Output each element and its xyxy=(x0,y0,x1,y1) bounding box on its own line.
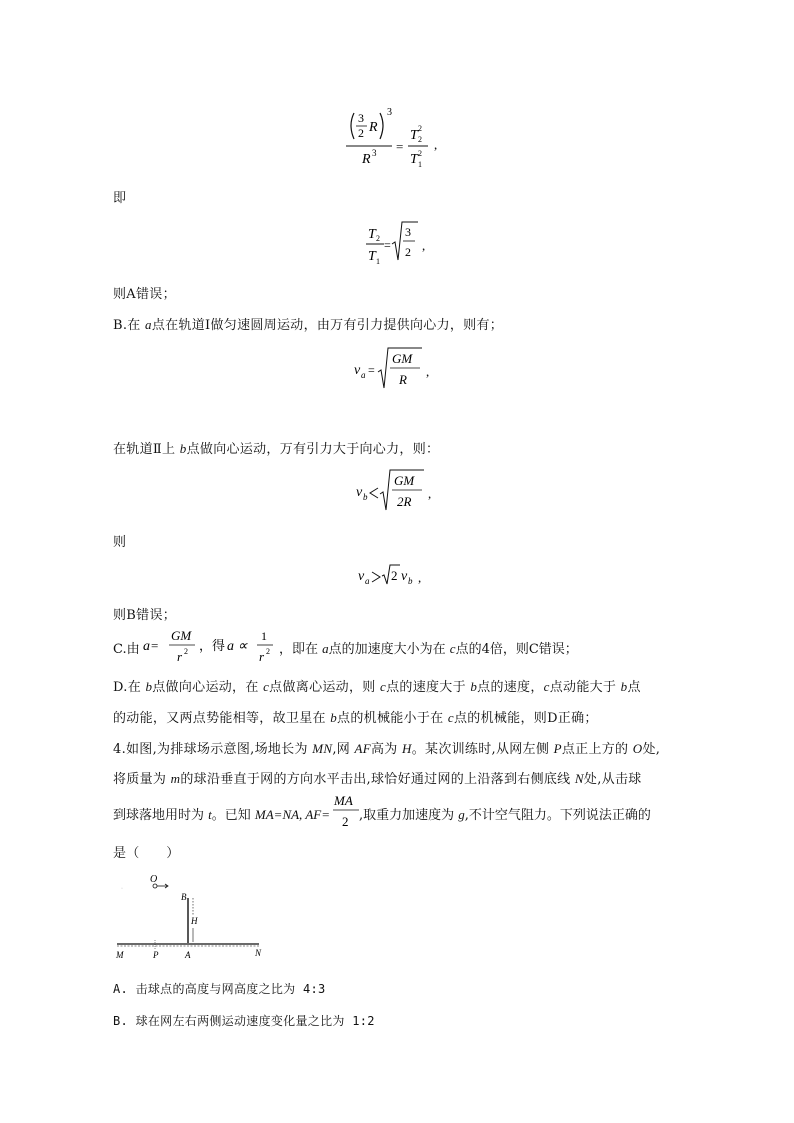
svg-text:R: R xyxy=(369,120,378,135)
svg-text:a: a xyxy=(365,576,370,586)
text-b-wrong: 则B错误； xyxy=(113,608,177,623)
svg-text:,: , xyxy=(426,364,430,379)
svg-text:N: N xyxy=(255,948,262,958)
svg-text:a: a xyxy=(143,639,150,654)
equation-vb xyxy=(354,466,444,516)
text-b-intro: B.在 a点在轨道Ⅰ做匀速圆周运动，由万有引力提供向心力，则有； xyxy=(113,317,504,333)
svg-text:GM: GM xyxy=(171,628,192,643)
svg-text:GM: GM xyxy=(394,473,415,488)
svg-text:2: 2 xyxy=(342,814,349,829)
text-ji: 即 xyxy=(113,191,127,206)
svg-text:=: = xyxy=(396,139,404,154)
equation-period-ratio xyxy=(362,218,442,268)
equation-va-vb xyxy=(356,562,446,592)
svg-text:T: T xyxy=(368,227,376,242)
svg-text:3: 3 xyxy=(387,107,392,118)
svg-text:3: 3 xyxy=(358,111,364,125)
svg-text:,: , xyxy=(428,486,432,501)
text-d-line1: D.在 b点做向心运动，在 c点做离心运动，则 c点的速度大于 b点的速度，c点动能大于 b点 xyxy=(113,679,641,695)
svg-text:，得: ，得 xyxy=(199,638,226,653)
svg-text:2: 2 xyxy=(405,245,411,259)
option-a: A. 击球点的高度与网高度之比为 4:3 xyxy=(113,982,326,996)
svg-text:r: r xyxy=(177,649,183,664)
svg-text:a: a xyxy=(361,370,366,380)
svg-text:2: 2 xyxy=(418,149,422,158)
svg-text:3: 3 xyxy=(405,225,411,239)
svg-text:1: 1 xyxy=(261,629,267,643)
svg-text:r: r xyxy=(259,649,265,664)
svg-text:T: T xyxy=(368,249,376,264)
svg-text:M: M xyxy=(116,950,124,960)
question4-line2: 将质量为 m的球沿垂直于网的方向水平击出,球恰好通过网的上沿落到右侧底线 N处,从击球 xyxy=(113,771,642,787)
svg-text:2R: 2R xyxy=(397,494,412,509)
svg-text:GM: GM xyxy=(392,351,413,366)
svg-text:b: b xyxy=(408,576,413,586)
svg-text:1: 1 xyxy=(376,257,380,266)
svg-text:R: R xyxy=(362,152,371,167)
svg-text:1: 1 xyxy=(418,160,422,169)
svg-text:v: v xyxy=(358,569,365,584)
question4-line4: 是（ ） xyxy=(113,846,180,861)
svg-text:MA: MA xyxy=(334,793,353,808)
equation-va xyxy=(352,344,442,394)
svg-text:O: O xyxy=(150,874,158,885)
svg-text:,: , xyxy=(418,570,422,585)
svg-text:,: , xyxy=(422,238,426,253)
svg-text:2: 2 xyxy=(266,647,270,656)
svg-text:H: H xyxy=(191,916,198,926)
svg-text:a ∝: a ∝ xyxy=(227,639,248,654)
text-orbit2: 在轨道Ⅱ上 b点做向心运动，万有引力大于向心力，则： xyxy=(113,441,440,457)
svg-text:2: 2 xyxy=(418,135,422,144)
svg-text:2: 2 xyxy=(184,647,188,656)
svg-text:v: v xyxy=(401,569,408,584)
svg-text:2: 2 xyxy=(391,568,398,583)
svg-text:v: v xyxy=(356,485,363,500)
option-b: B. 球在网左右两侧运动速度变化量之比为 1:2 xyxy=(113,1014,375,1028)
svg-text:2: 2 xyxy=(376,234,380,243)
equation-kepler-ratio xyxy=(340,105,450,175)
svg-text:T: T xyxy=(410,152,418,167)
svg-text:3: 3 xyxy=(372,148,377,158)
svg-text:=: = xyxy=(368,363,375,377)
svg-text:v: v xyxy=(354,363,361,378)
text-a-wrong: 则A错误； xyxy=(113,287,176,302)
svg-text:R: R xyxy=(399,372,407,387)
svg-text:2: 2 xyxy=(358,126,364,140)
svg-text:=: = xyxy=(151,638,159,653)
text-ze: 则 xyxy=(113,535,127,550)
svg-text:·: · xyxy=(121,886,123,892)
svg-text:b: b xyxy=(363,492,368,502)
question4-line1: 4.如图,为排球场示意图,场地长为 MN,网 AF高为 H。某次训练时,从网左侧 P点正上方的 O处, xyxy=(113,741,661,757)
svg-text:B: B xyxy=(181,892,187,902)
volleyball-court-figure xyxy=(113,868,273,960)
svg-text:=: = xyxy=(384,238,391,252)
svg-text:,: , xyxy=(434,137,438,152)
svg-text:T: T xyxy=(410,128,418,143)
text-d-line2: 的动能，又两点势能相等，故卫星在 b点的机械能小于在 c点的机械能，则D正确； xyxy=(113,710,598,726)
svg-text:A: A xyxy=(185,950,191,960)
svg-text:P: P xyxy=(153,950,159,960)
svg-text:2: 2 xyxy=(418,124,422,133)
